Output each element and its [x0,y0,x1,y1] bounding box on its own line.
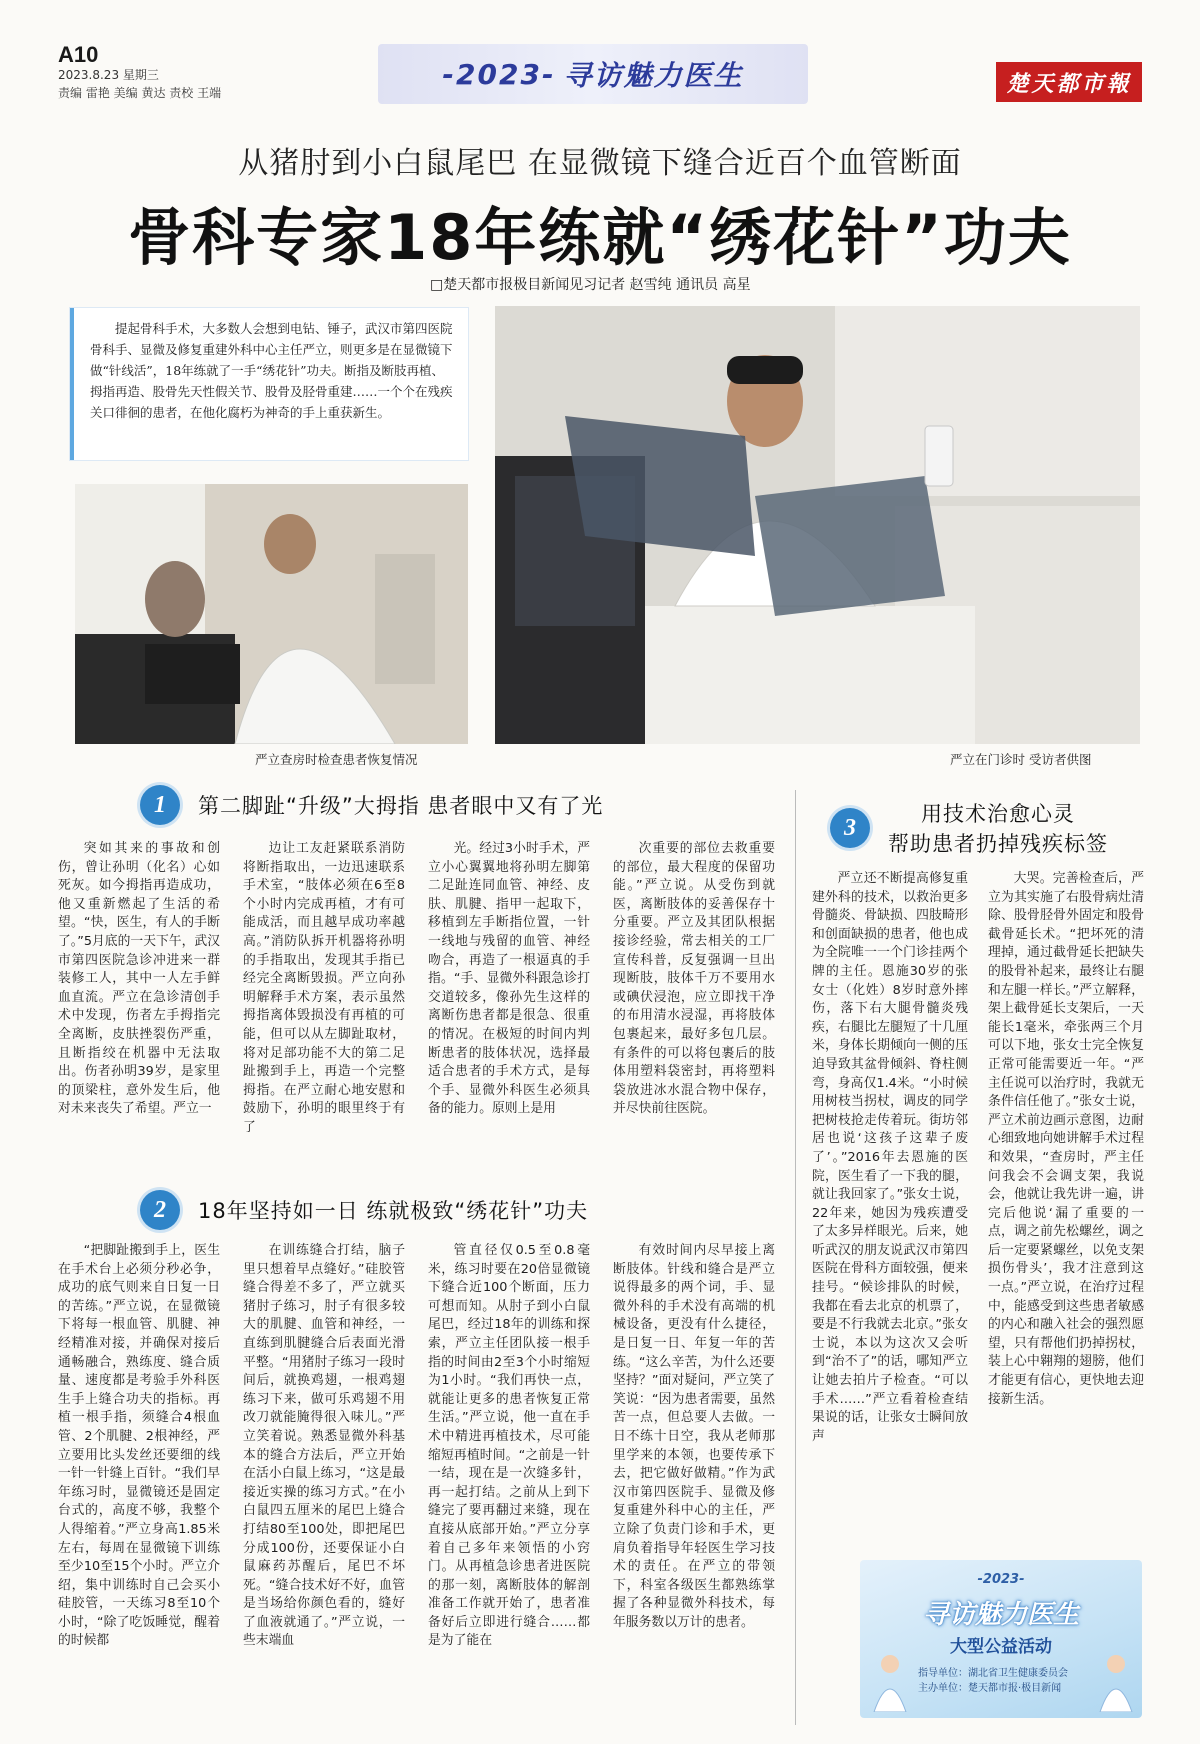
newspaper-logo: 楚天都市報 [996,62,1142,102]
section-1-number: 1 [140,785,180,825]
headline: 骨科专家18年练就“绣花针”功夫 [128,201,1072,274]
section-3-title-line2: 帮助患者扔掉残疾标签 [888,832,1108,856]
promo-title: 寻访魅力医生 [922,1600,1079,1630]
section-2-heading [140,1190,588,1230]
column-divider [795,790,796,1725]
section-3-number: 3 [830,808,870,848]
sub-headline: 从猪肘到小白鼠尾巴 在显微镜下缝合近百个血管断面 [238,146,962,181]
section-3-column-2: 大哭。完善检查后，严立为其实施了右股骨病灶清除、股骨胫骨外固定和股骨截骨延长术。“把坏死的清理掉，通过截骨延长把缺失的股骨补起来，最终让右腿和左腿一样长。”严立解释，架上截骨延长支架后，一天能长1毫米，牵张两三个月可以下地，张女士完全恢复正常可能需要近一年。“严主任说可以治疗时，我就无条件信任他了。”张女士说，严立术前边画示意图，边耐心细致地向她讲解手术过程和效果，“查房时，严主任问我会不会调支架，我说会，他就让我先讲一遍，讲完后他说‘漏了重要的一点，调之前先松螺丝，调之后一定要紧螺丝，以免支架损伤骨头’，我才注意到这一点。”严立说，在治疗过程中，能感受到这些患者敏感的内心和融入社会的强烈愿望，只有帮他们扔掉拐杖，装上心中翱翔的翅膀，他们才能更有信心，更快地去迎接新生活。 [988,871,1144,1407]
section-2-column-2: 在训练缝合打结，脑子里只想着早点缝好。”硅胶管缝合得差不多了，严立就买猪肘子练习，肘子有很多较大的肌腱、血管和神经，一直练到肌腱缝合后表面光滑平整。“用猪肘子练习一段时间后，就换鸡翅，一根鸡翅练习下来，做可乐鸡翅不用改刀就能腌得很入味儿。”严立笑着说。熟悉显微外科基本的缝合方法后，严立开始在活小白鼠上练习，“这是最接近实操的练习方式。”在小白鼠四五厘米的尾巴上缝合打结80至100处，即把尾巴分成100份，还要保证小白鼠麻药苏醒后，尾巴不坏死。“缝合技术好不好，血管是当场给你颜色看的，缝好了血液就通了。”严立说，一些末端血 [243,1243,405,1649]
main-photo [495,306,1140,744]
intro-lead: 提起骨科手术，大多数人会想到电钻、锤子，武汉市第四医院骨科手、显微及修复重建外科中心主任严立，则更多是在显微镜下做“针线活”，18年练就了一手“绣花针”功夫。断指及断肢再植、拇指再造、股骨先天性假关节、股骨及胫骨重建……一个个在残疾关口徘徊的患者，在他化腐朽为神奇的手上重获新生。 [70,308,468,460]
section-1-heading [140,785,603,825]
section-1-column-2: 边让工友赶紧联系消防将断指取出，一边迅速联系手术室，“肢体必须在6至8个小时内完成再植，才有可能成活，而且越早成功率越高。”消防队拆开机器将孙明的手指取出，发现其手指已经完全离断毁损。严立向孙明解释手术方案，表示虽然拇指离体毁损没有再植的可能，但可以从左脚趾取材，将对足部功能不大的第二足趾搬到手上，再造一个完整拇指。在严立耐心地安慰和鼓励下，孙明的眼里终于有了 [243,841,405,1135]
ward-photo-caption: 严立查房时检查患者恢复情况 [255,752,418,767]
column-banner [378,44,808,104]
promo-organizers [918,1666,1068,1696]
section-2-number: 2 [140,1190,180,1230]
promo-year: -2023- [977,1572,1025,1587]
section-2-column-4: 有效时间内尽早接上离断肢体。针线和缝合是严立说得最多的两个词，手、显微外科的手术没有高端的机械设备，更没有什么捷径，是日复一日、年复一年的苦练。“这么辛苦，为什么还要坚持？”面对疑问，严立笑了笑说：“因为患者需要，虽然苦一点，但总要人去做。一日不练十日空，我从老师那里学来的本领，也要传承下去，把它做好做精。”作为武汉市第四医院手、显微及修复重建外科中心的主任，严立除了负责门诊和手术，更肩负着指导年轻医生学习技术的责任。在严立的带领下，科室各级医生都熟练掌握了各种显微外科技术，每年服务数以万计的患者。 [613,1243,775,1630]
ward-round-illustration [75,484,468,744]
promo-guide-line: 指导单位：湖北省卫生健康委员会 [918,1668,1068,1679]
nurse-figure-icon [1096,1652,1136,1712]
section-3-title-line1: 用技术治愈心灵 [921,802,1075,826]
event-promo-card [860,1560,1142,1718]
section-2-title: 18年坚持如一日 练就极致“绣花针”功夫 [198,1199,589,1223]
section-2-column-3: 管直径仅0.5至0.8毫米，练习时要在20倍显微镜下缝合近100个断面，压力可想而知。从肘子到小白鼠尾巴，经过18年的训练和探索，严立主任团队接一根手指的时间由2至3个小时缩短为1小时。“我们再快一点，就能让更多的患者恢复正常生活。”严立说，他一直在手术中精进再植技术，尽可能缩短再植时间。“之前是一针一结，现在是一次缝多针，再一起打结。之前从上到下缝完了要再翻过来缝，现在直接从底部开始。”严立分享着自己多年来领悟的小窍门。从再植急诊患者进医院的那一刻，离断肢体的解剖准备工作就开始了，患者准备好后立即进行缝合……都是为了能在 [428,1243,590,1649]
section-1-column-1: 突如其来的事故和创伤，曾让孙明（化名）心如死灰。如今拇指再造成功，他又重新燃起了生活的希望。“快，医生，有人的手断了。”5月底的一天下午，武汉市第四医院急诊冲进来一群装修工人，其中一人左手鲜血直流。严立在急诊清创手术中发现，伤者左手拇指完全离断，皮肤挫裂伤严重，且断指绞在机器中无法取出。伤者孙明39岁，是家里的顶梁柱，意外发生后，他对未来丧失了希望。严立一 [58,841,220,1117]
section-2-column-1: “把脚趾搬到手上，医生在手术台上必须分秒必争，成功的底气则来自日复一日的苦练。”严立说，在显微镜下将每一根血管、肌腱、神经精准对接，并确保对接后通畅融合，熟练度、缝合质量、速度都是考验手外科医生手上缝合功夫的指标。再植一根手指，须缝合4根血管、2个肌腱、2根神经，严立要用比头发丝还要细的线一针一针缝上百针。“我们早年练习时，显微镜还是固定台式的，高度不够，我整个人得缩着。”严立身高1.85米左右，每周在显微镜下训练至少10至15个小时。严立介绍，集中训练时自己会买小硅胶管，一天练习8至10个小时，“除了吃饭睡觉，醒着的时候都 [58,1243,220,1649]
section-3-title [888,798,1108,858]
byline: □楚天都市报极目新闻见习记者 赵雪纯 通讯员 高星 [430,277,751,293]
promo-host-line: 主办单位：楚天都市报·极目新闻 [918,1683,1062,1694]
banner-title: 寻访魅力医生 [563,59,744,92]
doctor-figure-icon [870,1652,910,1712]
section-3-heading [830,798,1108,858]
editors-line: 责编 雷艳 美编 黄达 责校 王端 [58,86,222,100]
banner-year: -2023- [442,57,556,91]
ward-photo [75,484,468,744]
doctor-xray-illustration [495,306,1140,744]
section-1-title: 第二脚趾“升级”大拇指 患者眼中又有了光 [198,794,604,818]
section-3-column-1: 严立还不断提高修复重建外科的技术，以救治更多骨髓炎、骨缺损、四肢畸形和创面缺损的患者，他也成为全院唯一一个门诊挂两个牌的主任。恩施30岁的张女士（化姓）8岁时意外摔伤，落下右大腿骨髓炎残疾，右腿比左腿短了十几厘米，身体长期倾向一侧的压迫导致其盆骨倾斜、脊柱侧弯，身高仅1.4米。“小时候用树枝当拐杖，调皮的同学把树枝抢走传着玩。街坊邻居也说‘这孩子这辈子废了’。”2016年去恩施的医院，医生看了一下我的腿，就让我回家了。”张女士说，22年来，她因为残疾遭受了太多异样眼光。后来，她听武汉的朋友说武汉市第四医院在骨科方面较强，便来挂号。“候诊排队的时候，我都在看去北京的机票了，要是不行我就去北京。”张女士说，本以为这次又会听到“治不了”的话，哪知严立让她去拍片子检查。“可以手术……”严立看着检查结果说的话，让张女士瞬间放声 [812,871,968,1444]
main-photo-caption: 严立在门诊时 受访者供图 [950,752,1092,767]
date-line: 2023.8.23 星期三 [58,68,159,82]
promo-subtitle: 大型公益活动 [950,1637,1052,1657]
section-1-column-3: 光。经过3小时手术，严立小心翼翼地将孙明左脚第二足趾连同血管、神经、皮肤、肌腱、指甲一起取下，移植到左手断指位置，一针一线地与残留的血管、神经吻合，再造了一根逼真的手指。“手、显微外科跟急诊打交道较多，像孙先生这样的离断伤患者都是很急、很重的情况。在极短的时间内判断患者的肢体状况，选择最适合患者的手术方式，是每个手、显微外科医生必须具备的能力。原则上是用 [428,841,590,1117]
page-number: A10 [58,42,99,67]
section-1-column-4: 次重要的部位去救重要的部位，最大程度的保留功能。”严立说。从受伤到就医，离断肢体的妥善保存十分重要。严立及其团队根据接诊经验，常去相关的工厂宣传科普，反复强调一旦出现断肢，肢体千万不要用水或碘伏浸泡，应立即找干净的布用清水浸湿，再将肢体包裹起来，最好多包几层。有条件的可以将包裹后的肢体用塑料袋密封，再将塑料袋放进冰水混合物中保存，并尽快前往医院。 [613,841,775,1117]
